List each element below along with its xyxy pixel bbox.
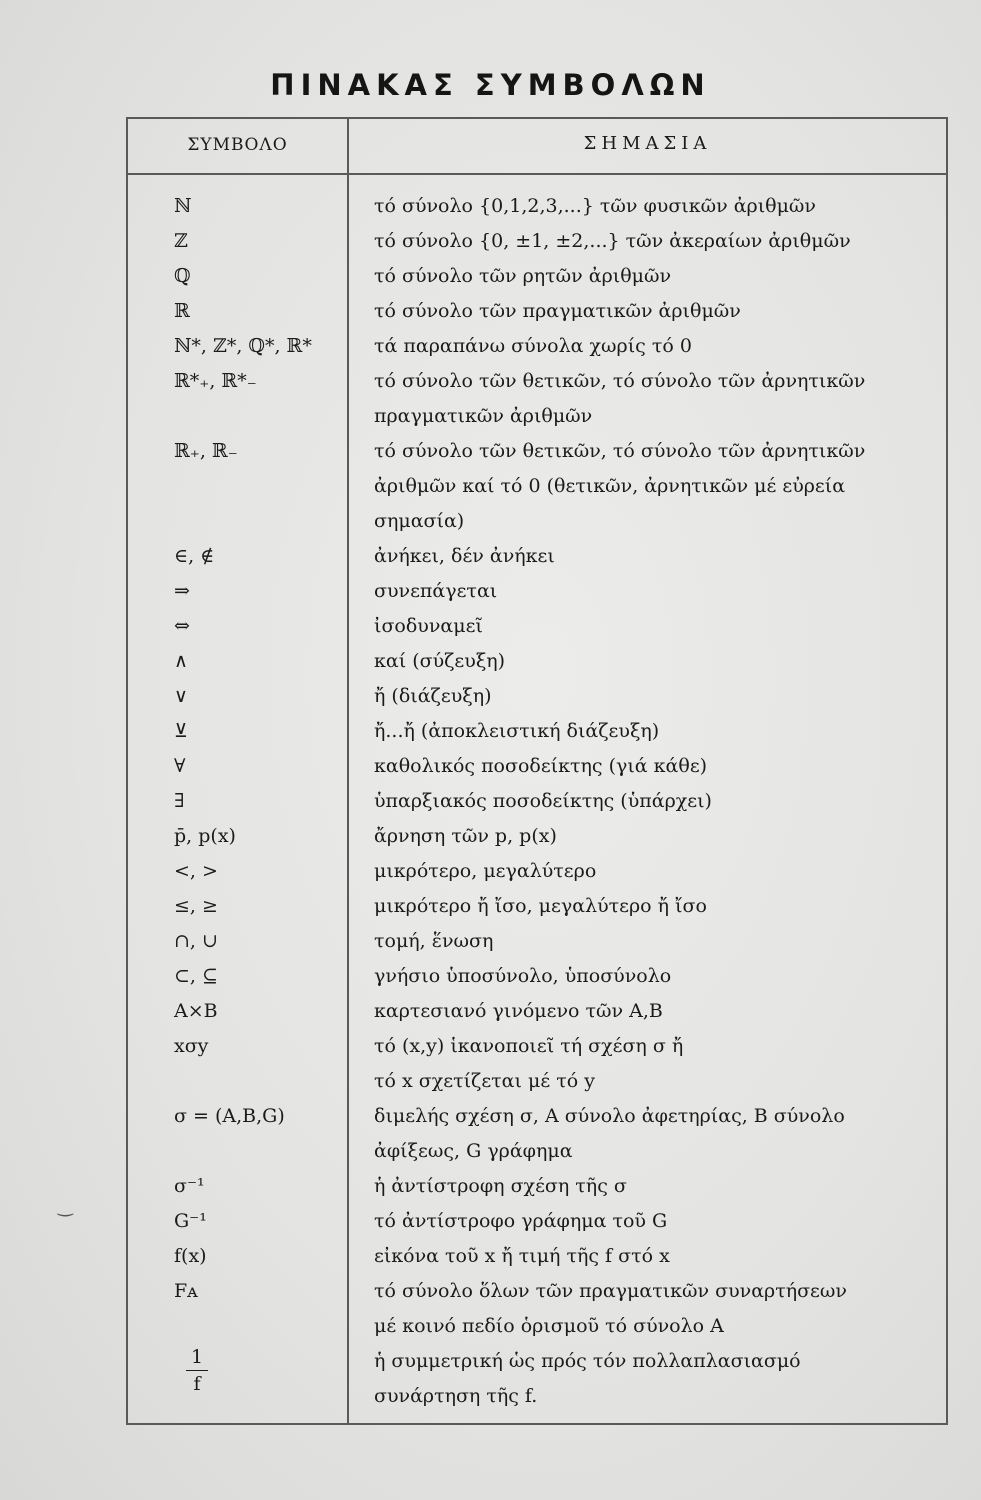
symbol-cell: ∩, ∪ (174, 930, 218, 952)
table-row (128, 959, 946, 994)
symbol-cell: ⊂, ⊆ (174, 965, 218, 987)
meaning-cell (347, 679, 946, 714)
meaning-cell (347, 1169, 946, 1204)
symbol-cell: ℚ (174, 265, 191, 287)
meaning-line: ἤ (διάζευξη) (374, 685, 492, 707)
meaning-cell (347, 609, 946, 644)
symbol-cell: ⊻ (174, 720, 188, 742)
table-row (128, 644, 946, 679)
table-row (128, 819, 946, 854)
symbol-cell: ℕ (174, 195, 192, 217)
meaning-line: τό x σχετίζεται μέ τό y (374, 1070, 595, 1092)
meaning-cell (347, 539, 946, 574)
meaning-line: διμελής σχέση σ, A σύνολο ἀφετηρίας, B σύνολο (374, 1105, 845, 1127)
meaning-cell (347, 574, 946, 609)
meaning-cell (347, 959, 946, 994)
meaning-cell (347, 644, 946, 679)
meaning-line: τό σύνολο {0, ±1, ±2,...} τῶν ἀκεραίων ἀριθμῶν (374, 230, 851, 252)
symbol-cell: ≤, ≥ (174, 895, 218, 917)
meaning-line: τό σύνολο ὅλων τῶν πραγματικῶν συναρτήσεων (374, 1280, 847, 1302)
meaning-cell (347, 714, 946, 749)
meaning-line: τό σύνολο τῶν πραγματικῶν ἀριθμῶν (374, 300, 741, 322)
meaning-cell (347, 749, 946, 784)
symbol-cell: A×B (174, 1000, 218, 1022)
meaning-line: τά παραπάνω σύνολα χωρίς τό 0 (374, 335, 692, 357)
symbol-cell: σ⁻¹ (174, 1175, 205, 1197)
meaning-cell (347, 994, 946, 1029)
symbol-cell: Fᴀ (174, 1280, 198, 1302)
meaning-cell (347, 1344, 946, 1414)
meaning-line: ὑπαρξιακός ποσοδείκτης (ὑπάρχει) (374, 790, 712, 812)
symbol-cell: ℝ₊, ℝ₋ (174, 440, 238, 462)
meaning-cell (347, 1204, 946, 1239)
meaning-cell (347, 819, 946, 854)
meaning-line: ἤ...ἤ (ἀποκλειστική διάζευξη) (374, 720, 660, 742)
page-title: ΠΙΝΑΚΑΣ ΣΥΜΒΟΛΩΝ (270, 68, 711, 102)
meaning-line: εἰκόνα τοῦ x ἤ τιμή τῆς f στό x (374, 1245, 670, 1267)
symbol-cell: ℝ (174, 300, 190, 322)
meaning-line: τό ἀντίστροφο γράφημα τοῦ G (374, 1210, 668, 1232)
symbol-cell: ∈, ∉ (174, 545, 215, 567)
symbols-table (126, 117, 948, 1425)
symbol-cell: ℕ*, ℤ*, ℚ*, ℝ* (174, 335, 312, 357)
table-row (128, 574, 946, 609)
meaning-cell (347, 889, 946, 924)
fraction-symbol (186, 1344, 208, 1397)
meaning-cell (347, 259, 946, 294)
symbol-cell: p̄, p(x) (174, 825, 236, 847)
meaning-cell (347, 924, 946, 959)
symbol-cell: ℤ (174, 230, 188, 252)
meaning-line: μέ κοινό πεδίο ὁρισμοῦ τό σύνολο A (374, 1315, 724, 1337)
meaning-line: μικρότερο, μεγαλύτερο (374, 860, 597, 882)
meaning-cell (347, 784, 946, 819)
table-row (128, 539, 946, 574)
symbol-cell: ⇔ (174, 615, 190, 637)
table-row (128, 364, 946, 434)
table-row (128, 294, 946, 329)
meaning-line: μικρότερο ἤ ἴσο, μεγαλύτερο ἤ ἴσο (374, 895, 707, 917)
meaning-line: ἰσοδυναμεῖ (374, 615, 483, 637)
meaning-cell (347, 294, 946, 329)
meaning-line: καθολικός ποσοδείκτης (γιά κάθε) (374, 755, 708, 777)
meaning-cell (347, 1029, 946, 1099)
table-row (128, 1169, 946, 1204)
symbol-cell: σ = (A,B,G) (174, 1105, 285, 1127)
symbol-cell: ∨ (174, 685, 188, 707)
symbol-cell: xσy (174, 1035, 209, 1057)
table-body (128, 189, 946, 1414)
table-row (128, 889, 946, 924)
fraction-denominator: f (193, 1373, 201, 1395)
meaning-cell (347, 1099, 946, 1169)
meaning-line: τό (x,y) ἱκανοποιεῖ τή σχέση σ ἤ (374, 1035, 684, 1057)
table-row (128, 1204, 946, 1239)
meaning-line: ἀφίξεως, G γράφημα (374, 1140, 573, 1162)
header-symbol: ΣΥΜΒΟΛΟ (187, 135, 288, 155)
meaning-line: ἀριθμῶν καί τό 0 (θετικῶν, ἀρνητικῶν μέ εὐρεία (374, 475, 846, 497)
table-row (128, 189, 946, 224)
meaning-line: τό σύνολο τῶν ρητῶν ἀριθμῶν (374, 265, 672, 287)
symbol-cell: ∀ (174, 755, 186, 777)
table-row (128, 749, 946, 784)
table-row (128, 854, 946, 889)
table-row (128, 1274, 946, 1344)
meaning-cell (347, 189, 946, 224)
meaning-line: ἀνήκει, δέν ἀνήκει (374, 545, 555, 567)
meaning-line: τό σύνολο τῶν θετικῶν, τό σύνολο τῶν ἀρνητικῶν (374, 440, 866, 462)
table-row (128, 259, 946, 294)
header-divider (128, 173, 946, 175)
table-row (128, 679, 946, 714)
meaning-line: πραγματικῶν ἀριθμῶν (374, 405, 593, 427)
meaning-cell (347, 854, 946, 889)
meaning-cell (347, 434, 946, 539)
table-row (128, 329, 946, 364)
meaning-line: ἄρνηση τῶν p, p(x) (374, 825, 557, 847)
symbol-cell: ∧ (174, 650, 188, 672)
meaning-cell (347, 1239, 946, 1274)
table-row (128, 784, 946, 819)
table-row (128, 924, 946, 959)
table-row (128, 994, 946, 1029)
margin-mark: ‿ (58, 1196, 73, 1217)
symbol-cell: ℝ*₊, ℝ*₋ (174, 370, 257, 392)
meaning-line: τομή, ἕνωση (374, 930, 494, 952)
meaning-cell (347, 1274, 946, 1344)
meaning-line: καί (σύζευξη) (374, 650, 506, 672)
meaning-line: συνεπάγεται (374, 580, 498, 602)
meaning-line: τό σύνολο {0,1,2,3,...} τῶν φυσικῶν ἀριθμῶν (374, 195, 816, 217)
symbol-cell: <, > (174, 860, 218, 882)
fraction-numerator: 1 (186, 1344, 208, 1371)
symbol-cell (128, 1344, 347, 1402)
table-row (128, 1239, 946, 1274)
table-row (128, 1344, 946, 1414)
meaning-line: σημασία) (374, 510, 465, 532)
symbol-cell: G⁻¹ (174, 1210, 207, 1232)
table-row (128, 434, 946, 539)
meaning-line: γνήσιο ὑποσύνολο, ὑποσύνολο (374, 965, 672, 987)
meaning-line: ἡ συμμετρική ὡς πρός τόν πολλαπλασιασμό (374, 1350, 801, 1372)
meaning-cell (347, 364, 946, 434)
table-row (128, 609, 946, 644)
table-row (128, 1029, 946, 1099)
symbol-cell: f(x) (174, 1245, 207, 1267)
meaning-line: συνάρτηση τῆς f. (374, 1385, 538, 1407)
symbol-cell: ∃ (174, 790, 185, 812)
meaning-cell (347, 329, 946, 364)
table-row (128, 1099, 946, 1169)
meaning-cell (347, 224, 946, 259)
table-row (128, 714, 946, 749)
symbol-cell: ⇒ (174, 580, 190, 602)
meaning-line: τό σύνολο τῶν θετικῶν, τό σύνολο τῶν ἀρνητικῶν (374, 370, 866, 392)
meaning-line: καρτεσιανό γινόμενο τῶν A,B (374, 1000, 663, 1022)
meaning-line: ἡ ἀντίστροφη σχέση τῆς σ (374, 1175, 627, 1197)
table-row (128, 224, 946, 259)
header-meaning: ΣΗΜΑΣΙΑ (583, 133, 712, 154)
